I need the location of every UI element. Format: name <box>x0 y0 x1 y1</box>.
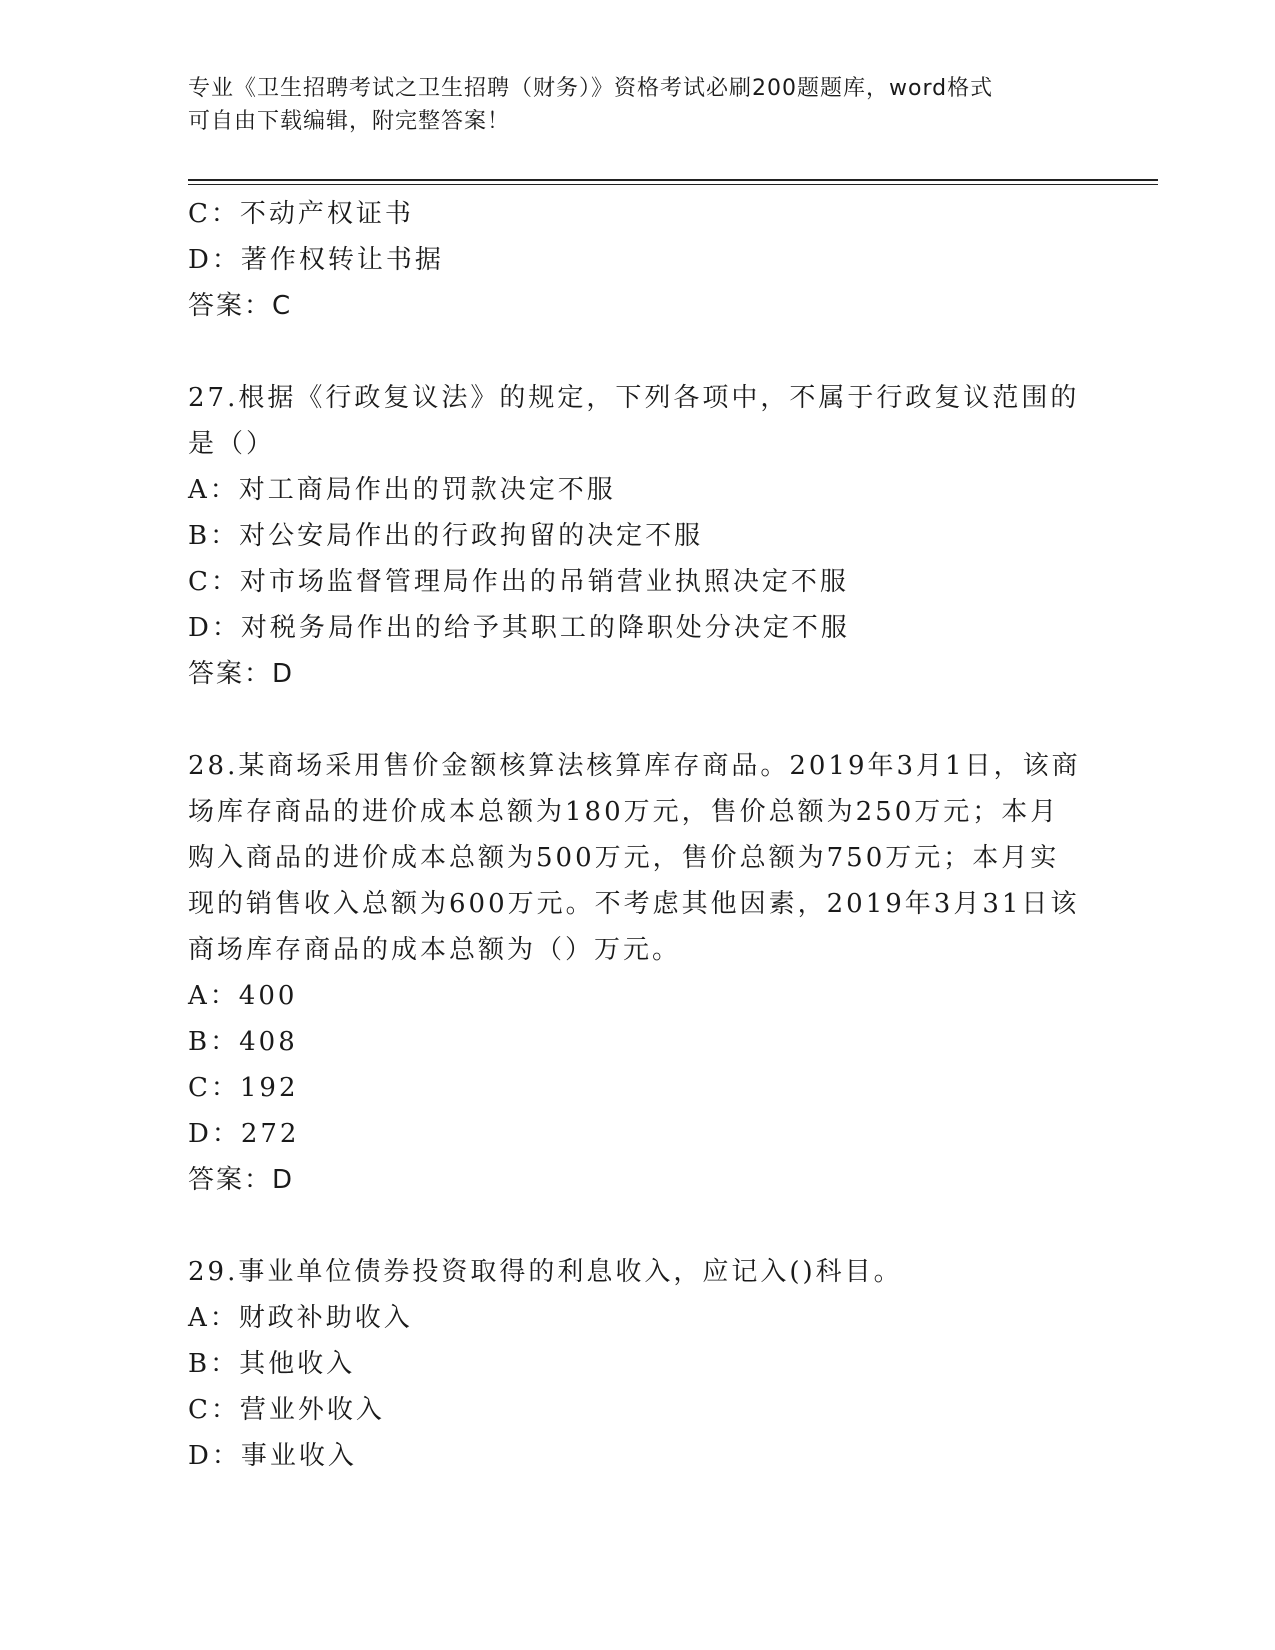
header-line-2: 可自由下载编辑，附完整答案！ <box>188 109 511 134</box>
answer-line: 答案：D <box>188 659 295 689</box>
question-27 <box>188 375 1088 697</box>
question-28 <box>188 743 1088 1203</box>
document-header <box>188 72 1088 138</box>
question-26-tail <box>188 191 1088 329</box>
option-d: D：272 <box>188 1119 300 1149</box>
header-divider-thick <box>188 179 1158 181</box>
option-b: B：408 <box>188 1027 298 1057</box>
document-body <box>188 191 1088 1479</box>
question-stem-line: 购入商品的进价成本总额为500万元，售价总额为750万元；本月实 <box>188 843 1060 873</box>
question-stem-line: 29.事业单位债券投资取得的利息收入，应记入()科目。 <box>188 1257 903 1287</box>
spacer <box>188 329 1088 375</box>
option-c: C：不动产权证书 <box>188 199 414 229</box>
question-stem-line: 28.某商场采用售价金额核算法核算库存商品。2019年3月1日，该商 <box>188 751 1081 781</box>
option-d: D：著作权转让书据 <box>188 245 444 275</box>
option-b: B：对公安局作出的行政拘留的决定不服 <box>188 521 704 551</box>
spacer <box>188 1203 1088 1249</box>
answer-line: 答案：D <box>188 1165 295 1195</box>
option-c: C：营业外收入 <box>188 1395 385 1425</box>
option-b: B：其他收入 <box>188 1349 356 1379</box>
option-d: D：对税务局作出的给予其职工的降职处分决定不服 <box>188 613 850 643</box>
question-stem-line: 现的销售收入总额为600万元。不考虑其他因素，2019年3月31日该 <box>188 889 1080 919</box>
option-a: A：财政补助收入 <box>188 1303 413 1333</box>
question-stem-line: 27.根据《行政复议法》的规定，下列各项中，不属于行政复议范围的 <box>188 383 1080 413</box>
header-line-1: 专业《卫生招聘考试之卫生招聘（财务）》资格考试必刷200题题库，word格式 <box>188 76 994 101</box>
answer-line: 答案：C <box>188 291 293 321</box>
header-divider-thin <box>188 184 1158 185</box>
option-a: A：400 <box>188 981 298 1011</box>
option-c: C：192 <box>188 1073 299 1103</box>
question-stem-line: 场库存商品的进价成本总额为180万元，售价总额为250万元；本月 <box>188 797 1060 827</box>
option-d: D：事业收入 <box>188 1441 357 1471</box>
question-stem-line: 商场库存商品的成本总额为（）万元。 <box>188 935 682 965</box>
spacer <box>188 697 1088 743</box>
option-c: C：对市场监督管理局作出的吊销营业执照决定不服 <box>188 567 849 597</box>
question-stem-line: 是（） <box>188 429 276 459</box>
question-29 <box>188 1249 1088 1479</box>
option-a: A：对工商局作出的罚款决定不服 <box>188 475 616 505</box>
